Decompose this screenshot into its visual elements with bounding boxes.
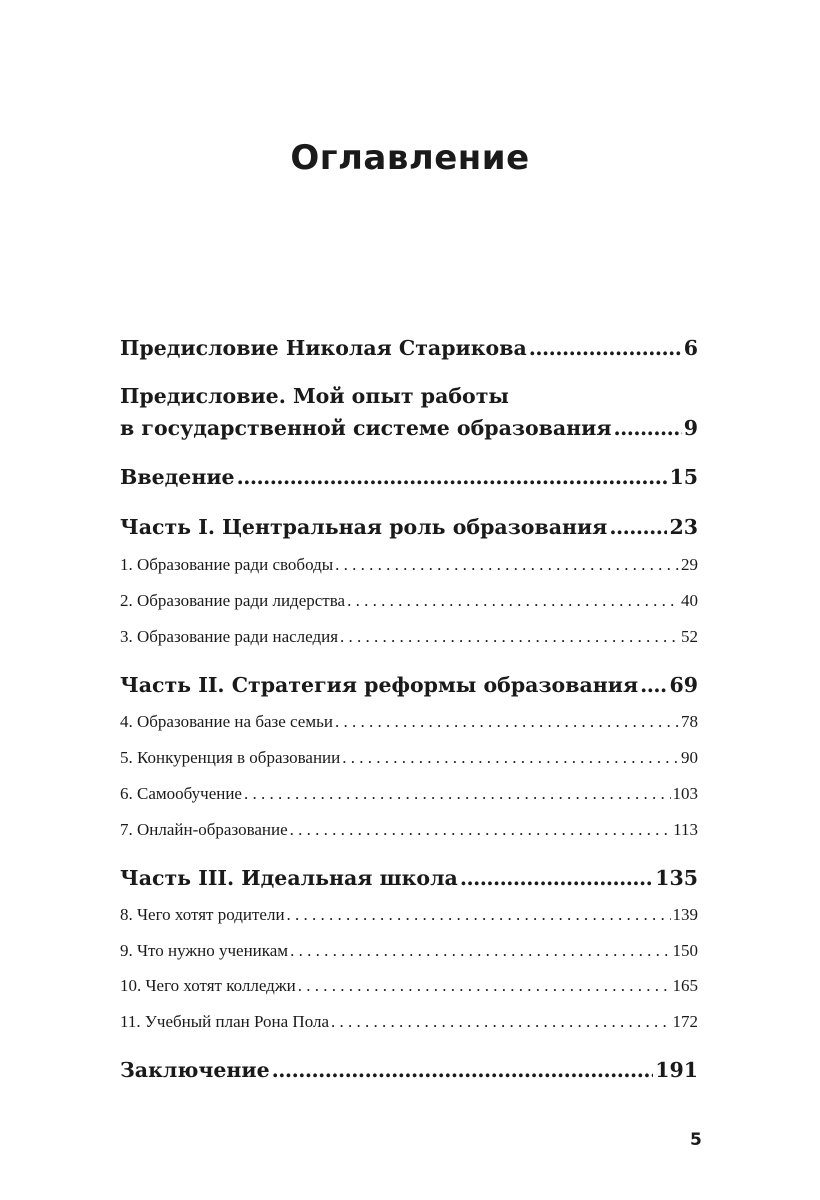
toc-entry-label: Предисловие Николая Старикова	[120, 336, 527, 360]
toc-entry-part-1[interactable]	[120, 515, 698, 539]
dot-leader	[614, 416, 682, 440]
toc-entry-label: 3. Образование ради наследия	[120, 627, 339, 646]
toc-entry-page: 15	[669, 465, 698, 489]
toc-entry-label: Часть I. Центральная роль образования	[120, 515, 608, 539]
dot-leader	[347, 591, 679, 611]
toc-entry-label: 10. Чего хотят колледжи	[120, 976, 296, 995]
dot-leader	[287, 905, 671, 925]
toc-entry-page: 6	[683, 336, 698, 360]
toc-entry-page: 165	[672, 976, 698, 995]
dot-leader	[290, 820, 671, 840]
toc-entry-label: 5. Конкуренция в образовании	[120, 748, 341, 767]
toc-entry-label-line1: Предисловие. Мой опыт работы	[120, 384, 509, 408]
toc-entry-chapter-10[interactable]	[120, 976, 698, 996]
toc-entry-label: 7. Онлайн-образование	[120, 820, 288, 839]
toc-entry-page: 40	[681, 591, 698, 610]
toc-entry-introduction[interactable]	[120, 465, 698, 489]
toc-entry-label: в государственной системе образования	[120, 416, 612, 440]
dot-leader	[335, 555, 679, 575]
toc-entry-foreword-author[interactable]	[120, 416, 698, 440]
toc-entry-page: 90	[681, 748, 698, 767]
toc-entry-label: 9. Что нужно ученикам	[120, 941, 289, 960]
toc-entry-label: 11. Учебный план Рона Пола	[120, 1012, 329, 1031]
toc-entry-foreword-starikov[interactable]	[120, 336, 698, 360]
toc-entry-page: 29	[681, 555, 698, 574]
toc-entry-chapter-4[interactable]	[120, 712, 698, 732]
toc-entry-chapter-2[interactable]	[120, 591, 698, 611]
dot-leader	[298, 976, 671, 996]
toc-entry-page: 9	[683, 416, 698, 440]
toc-entry-label: Часть III. Идеальная школа	[120, 866, 458, 890]
toc-entry-page: 191	[655, 1058, 698, 1082]
toc-entry-page: 172	[672, 1012, 698, 1031]
dot-leader	[529, 336, 682, 360]
page-number: 5	[690, 1130, 702, 1150]
toc-entry-label: Заключение	[120, 1058, 270, 1082]
toc-entry-label: 6. Самообучение	[120, 784, 242, 803]
toc-entry-label: 2. Образование ради лидерства	[120, 591, 346, 610]
dot-leader	[342, 748, 679, 768]
dot-leader	[272, 1058, 654, 1082]
toc-entry-part-3[interactable]	[120, 866, 698, 890]
toc-entry-page: 139	[672, 905, 698, 924]
toc-entry-chapter-3[interactable]	[120, 627, 698, 647]
dot-leader	[609, 515, 667, 539]
toc-entry-page: 23	[669, 515, 698, 539]
toc-entry-page: 150	[672, 941, 698, 960]
toc-entry-chapter-5[interactable]	[120, 748, 698, 768]
toc-entry-page: 135	[655, 866, 698, 890]
toc-entry-chapter-7[interactable]	[120, 820, 698, 840]
toc-entry-page: 78	[681, 712, 698, 731]
toc-entry-chapter-8[interactable]	[120, 905, 698, 925]
toc-entry-label: 1. Образование ради свободы	[120, 555, 334, 574]
dot-leader	[244, 784, 671, 804]
dot-leader	[290, 941, 670, 961]
toc-entry-chapter-11[interactable]	[120, 1012, 698, 1032]
toc-entry-conclusion[interactable]	[120, 1058, 698, 1082]
dot-leader	[640, 673, 667, 697]
toc-entry-label: Часть II. Стратегия реформы образования	[120, 673, 639, 697]
toc-entry-chapter-6[interactable]	[120, 784, 698, 804]
toc-entry-page: 113	[673, 820, 698, 839]
dot-leader	[460, 866, 653, 890]
toc-entry-part-2[interactable]	[120, 673, 698, 697]
toc-entry-chapter-1[interactable]	[120, 555, 698, 575]
dot-leader	[335, 712, 679, 732]
dot-leader	[331, 1012, 671, 1032]
toc-entry-page: 103	[672, 784, 698, 803]
dot-leader	[340, 627, 679, 647]
toc-entry-page: 52	[681, 627, 698, 646]
toc-entry-label: 4. Образование на базе семьи	[120, 712, 333, 731]
toc-entry-chapter-9[interactable]	[120, 941, 698, 961]
toc-entry-page: 69	[669, 673, 698, 697]
page-title: Оглавление	[290, 138, 530, 178]
toc-entry-label: Введение	[120, 465, 235, 489]
toc-entry-label: 8. Чего хотят родители	[120, 905, 285, 924]
dot-leader	[237, 465, 668, 489]
